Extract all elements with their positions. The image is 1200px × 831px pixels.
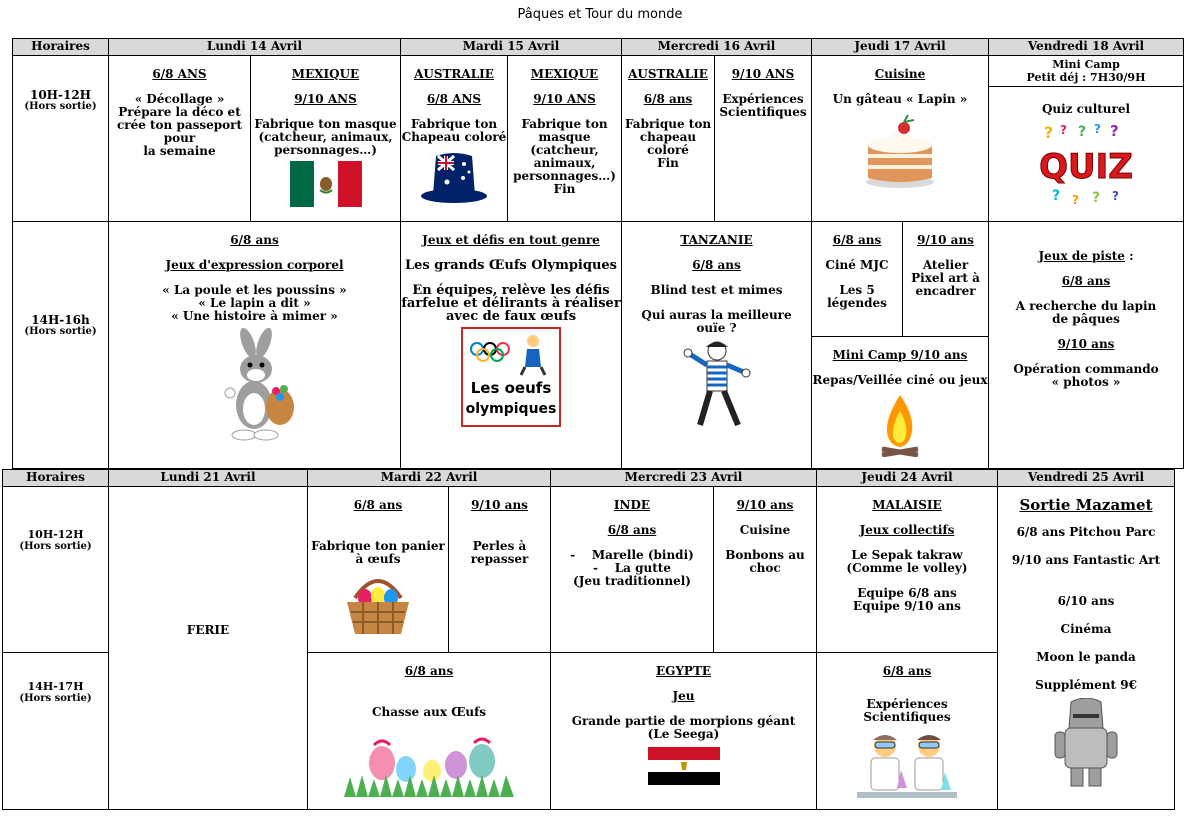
activity-text: personnages…) xyxy=(274,143,377,157)
svg-text:?: ? xyxy=(1092,190,1101,206)
time-note: (Hors sortie) xyxy=(19,693,92,704)
activity-text: repasser xyxy=(470,552,529,566)
activity-text: la semaine xyxy=(143,144,216,158)
activity-text: Fin xyxy=(553,182,576,196)
activity-text: Pixel art à xyxy=(911,271,980,285)
activity-text: avec de faux œufs xyxy=(445,309,577,324)
activity-text: 6/8 ans Pitchou Parc xyxy=(1016,525,1156,539)
activity-text: choc xyxy=(749,561,781,575)
svg-text:?: ? xyxy=(1052,188,1061,204)
age-group: 9/10 ANS xyxy=(533,92,596,106)
activity-cell xyxy=(902,221,989,337)
activity-text: Cinéma xyxy=(1060,622,1112,636)
activity-text: animaux, xyxy=(533,156,596,170)
activity-text: Repas/Veillée ciné ou jeux xyxy=(812,373,988,387)
age-group: 9/10 ans xyxy=(1057,337,1115,351)
country-label: MEXIQUE xyxy=(530,67,599,81)
activity-cell xyxy=(307,486,449,653)
activity-cell xyxy=(714,55,812,222)
activity-text: ouïe ? xyxy=(696,321,737,335)
age-group: 6/8 ans xyxy=(643,92,693,106)
activity-text: Fabrique ton masque xyxy=(254,117,397,131)
activity-text: « Le lapin a dit » xyxy=(198,296,311,310)
activity-text: Mini Camp xyxy=(1052,58,1120,71)
svg-text:?: ? xyxy=(1078,124,1087,140)
activity-text: (catcheur, xyxy=(530,143,599,157)
svg-text:QUIZ: QUIZ xyxy=(1039,147,1133,187)
activity-text: Scientifiques xyxy=(719,105,807,119)
activity-text: chapeau xyxy=(639,130,697,144)
country-label: AUSTRALIE xyxy=(414,67,494,81)
activity-text: (Jeu traditionnel) xyxy=(573,574,691,588)
activity-text: Chapeau coloré xyxy=(401,130,507,144)
activity-text: Expériences xyxy=(722,92,804,106)
activity-cell xyxy=(621,221,812,469)
time-label: 10H-12H xyxy=(29,88,92,102)
activity-text: Qui auras la meilleure xyxy=(641,308,792,322)
knight-icon xyxy=(1051,698,1121,788)
time-slot-afternoon xyxy=(2,652,109,810)
time-note: (Hors sortie) xyxy=(24,326,97,337)
activity-text: Supplément 9€ xyxy=(1035,678,1137,692)
activity-text: - Marelle (bindi) xyxy=(570,548,694,562)
svg-text:Les oeufs: Les oeufs xyxy=(470,379,552,397)
age-group: 6/8 ans xyxy=(353,498,403,512)
olympic-eggs-icon xyxy=(461,327,561,427)
activity-cell xyxy=(621,55,715,222)
activity-text: Les 5 xyxy=(839,283,875,297)
age-group: 6/8 ans xyxy=(1061,274,1111,288)
age-group: 6/8 ANS xyxy=(152,67,207,81)
activity-category: Cuisine xyxy=(874,67,926,81)
activity-text: Atelier xyxy=(922,258,969,272)
age-group: 6/10 ans xyxy=(1057,594,1115,608)
activity-text: « photos » xyxy=(1051,375,1121,389)
activity-text: Quiz culturel xyxy=(1041,102,1131,116)
activity-text: Un gâteau « Lapin » xyxy=(832,92,968,106)
header-day: Mercredi 23 Avril xyxy=(550,469,817,487)
activity-text: encadrer xyxy=(915,284,976,298)
header-day: Jeudi 24 Avril xyxy=(816,469,998,487)
activity-text: Fabrique ton xyxy=(521,117,608,131)
activity-text: Prépare la déco et xyxy=(118,105,241,119)
mini-camp-cell xyxy=(988,55,1184,87)
activity-text: (catcheur, animaux, xyxy=(258,130,393,144)
easter-bunny-icon xyxy=(210,327,300,443)
header-day: Vendredi 25 Avril xyxy=(997,469,1175,487)
activity-text: 9/10 ans Fantastic Art xyxy=(1011,553,1161,567)
activity-cell xyxy=(307,652,551,810)
activity-text: Chasse aux Œufs xyxy=(371,705,486,719)
activity-text: Opération commando xyxy=(1013,362,1159,376)
header-day: Jeudi 17 Avril xyxy=(811,38,989,56)
svg-text:?: ? xyxy=(1072,193,1079,207)
activity-text: Expériences xyxy=(866,697,948,711)
outing-cell xyxy=(997,486,1175,810)
header-day: Vendredi 18 Avril xyxy=(988,38,1184,56)
activity-cell xyxy=(250,55,401,222)
activity-cell xyxy=(550,486,714,653)
activity-text: Le Sepak takraw xyxy=(851,548,963,562)
mexico-flag-icon xyxy=(290,161,362,207)
page-title: Pâques et Tour du monde xyxy=(517,7,683,22)
header-horaires: Horaires xyxy=(2,469,109,487)
activity-text: masque xyxy=(538,130,591,144)
mime-icon xyxy=(682,339,752,431)
time-label: 10H-12H xyxy=(27,528,84,541)
svg-text:?: ? xyxy=(1044,123,1054,142)
activity-text: légendes xyxy=(827,296,887,310)
activity-text: coloré xyxy=(647,143,689,157)
activity-text: Equipe 9/10 ans xyxy=(853,599,961,613)
age-group: 9/10 ans xyxy=(736,498,794,512)
outing-title: Sortie Mazamet xyxy=(1019,496,1153,514)
time-slot-morning xyxy=(2,486,109,653)
activity-cell xyxy=(550,652,817,810)
country-label: TANZANIE xyxy=(680,233,753,247)
science-kids-icon xyxy=(857,730,957,800)
activity-category: Jeux de piste xyxy=(1038,249,1125,263)
activity-text: Perles à xyxy=(472,539,527,553)
activity-category-colon: : xyxy=(1124,249,1134,263)
activity-text: Equipe 6/8 ans xyxy=(857,586,957,600)
activity-text: (Comme le volley) xyxy=(846,561,968,575)
header-day: Lundi 21 Avril xyxy=(108,469,308,487)
activity-text: pour xyxy=(163,131,196,145)
cake-icon xyxy=(862,112,938,190)
age-group: 6/8 ans xyxy=(404,664,454,678)
activity-text: Fabrique ton panier xyxy=(311,539,445,553)
activity-category: Jeux collectifs xyxy=(859,523,955,537)
time-label: 14H-16h xyxy=(31,313,90,327)
country-label: AUSTRALIE xyxy=(628,67,708,81)
activity-text: Cuisine xyxy=(739,523,791,537)
age-group: 9/10 ans xyxy=(917,233,974,247)
country-label: INDE xyxy=(613,498,651,512)
age-group: 6/8 ANS xyxy=(426,92,482,106)
activity-text: Fabrique ton xyxy=(624,117,712,131)
age-group: 6/8 ans xyxy=(692,258,741,272)
svg-text:?: ? xyxy=(1110,122,1119,140)
activity-category: Mini Camp 9/10 ans xyxy=(832,348,968,362)
activity-text: Moon le panda xyxy=(1036,650,1136,664)
country-label: EGYPTE xyxy=(655,664,712,678)
egg-basket-icon xyxy=(343,570,413,636)
quiz-icon xyxy=(1038,120,1134,208)
activity-cell xyxy=(400,55,508,222)
activity-cell xyxy=(811,221,903,337)
header-day: Lundi 14 Avril xyxy=(108,38,401,56)
country-label: MALAISIE xyxy=(872,498,942,512)
activity-text: Scientifiques xyxy=(863,710,951,724)
easter-eggs-grass-icon xyxy=(344,723,514,797)
header-day: Mercredi 16 Avril xyxy=(621,38,812,56)
campfire-icon xyxy=(878,393,922,457)
activity-category: Jeux d'expression corporel xyxy=(165,258,344,272)
activity-text: « La poule et les poussins » xyxy=(162,283,347,297)
activity-text: « Décollage » xyxy=(134,92,225,106)
activity-cell xyxy=(811,55,989,222)
time-label: 14H-17H xyxy=(27,680,84,693)
activity-text: de pâques xyxy=(1052,312,1120,326)
activity-text: Blind test et mimes xyxy=(650,283,783,297)
activity-text: Fin xyxy=(657,156,679,170)
activity-cell xyxy=(448,486,551,653)
activity-cell xyxy=(108,55,251,222)
header-day: Mardi 15 Avril xyxy=(400,38,622,56)
activity-text: (Le Seega) xyxy=(647,727,720,741)
activity-text: « Une histoire à mimer » xyxy=(171,309,338,323)
activity-text: Ciné MJC xyxy=(825,258,889,272)
header-horaires: Horaires xyxy=(12,38,109,56)
activity-cell xyxy=(507,55,622,222)
activity-text: personnages…) xyxy=(513,169,616,183)
activity-cell xyxy=(713,486,817,653)
age-group: 6/8 ans xyxy=(230,233,279,247)
activity-cell xyxy=(988,86,1184,222)
age-group: 9/10 ANS xyxy=(731,67,795,81)
svg-text:olympiques: olympiques xyxy=(465,401,557,417)
activity-text: A recherche du lapin xyxy=(1015,299,1157,313)
activity-cell xyxy=(816,652,998,810)
country-label: MEXIQUE xyxy=(291,67,360,81)
age-group: 9/10 ANS xyxy=(294,92,357,106)
activity-cell xyxy=(988,221,1184,469)
egypt-flag-icon xyxy=(648,747,720,785)
time-slot-morning xyxy=(12,55,109,222)
activity-cell xyxy=(816,486,998,653)
activity-text: - La gutte xyxy=(593,561,671,575)
age-group: 6/8 ans xyxy=(882,664,932,678)
activity-text: Fabrique ton xyxy=(410,117,498,131)
activity-text: En équipes, relève les défis xyxy=(412,283,610,298)
svg-text:?: ? xyxy=(1094,122,1101,136)
svg-text:?: ? xyxy=(1060,123,1067,137)
time-note: (Hors sortie) xyxy=(24,101,97,112)
activity-cell xyxy=(108,221,401,469)
activity-text: à œufs xyxy=(355,552,401,566)
activity-text: Grande partie de morpions géant xyxy=(571,714,796,728)
age-group: 6/8 ans xyxy=(832,233,882,247)
australian-hat-icon xyxy=(419,148,489,204)
activity-cell xyxy=(400,221,622,469)
holiday-label: FERIE xyxy=(186,623,230,637)
activity-cell xyxy=(811,336,989,469)
age-group: 6/8 ans xyxy=(607,523,657,537)
header-day: Mardi 22 Avril xyxy=(307,469,551,487)
age-group: 9/10 ans xyxy=(471,498,528,512)
holiday-cell xyxy=(108,486,308,810)
activity-text: Bonbons au xyxy=(725,548,805,562)
activity-text: Petit déj : 7H30/9H xyxy=(1026,71,1146,84)
time-note: (Hors sortie) xyxy=(19,541,92,552)
activity-category: Jeu xyxy=(672,689,695,703)
svg-text:?: ? xyxy=(1112,189,1119,203)
activity-text: crée ton passeport xyxy=(116,118,243,132)
activity-category: Jeux et défis en tout genre xyxy=(422,233,600,247)
activity-text: farfelue et délirants à réaliser xyxy=(401,296,621,311)
time-slot-afternoon xyxy=(12,221,109,469)
activity-text: Les grands Œufs Olympiques xyxy=(405,258,617,273)
